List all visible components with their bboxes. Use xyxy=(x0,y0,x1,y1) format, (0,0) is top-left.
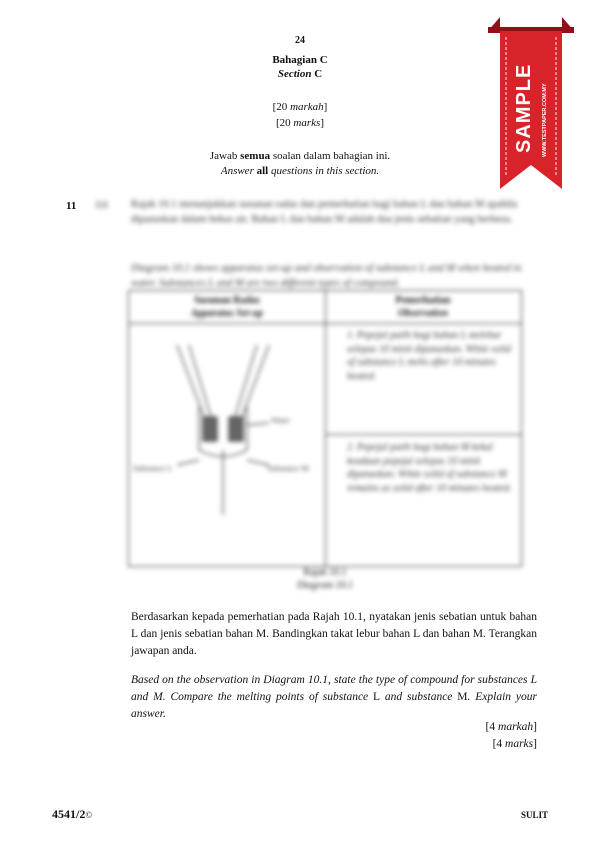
table-header-apparatus: Susunan Radas Apparatus Set-up xyxy=(191,295,263,319)
observation-1: 1. Pepejal putih bagi bahan L melebur selepas 10 minit dipanaskan. White solid of substance L melts after 10 minutes heated. xyxy=(347,330,511,382)
apparatus-illustration xyxy=(129,325,325,565)
section-marks-bm: [20 markah] xyxy=(272,101,328,113)
ribbon-site: WWW.TESTPAPER.COM.MY xyxy=(542,83,548,157)
subquestion-label: (a) xyxy=(96,199,108,210)
paper-code: 4541/2© xyxy=(52,807,93,821)
diagram-caption: Rajah 10.1 Diagram 10.1 xyxy=(296,567,354,591)
label-substance-l: Substance L xyxy=(133,464,173,473)
section-title-en: Section C xyxy=(277,68,323,80)
section-title-bm: Bahagian C xyxy=(272,54,328,66)
question-marks-bm: [4 markah] xyxy=(485,721,537,733)
sample-ribbon xyxy=(488,17,574,192)
instruction-bm: Jawab semua soalan dalam bahagian ini. xyxy=(209,150,391,162)
question-marks-en: [4 marks] xyxy=(492,738,537,750)
page-number: 24 xyxy=(295,35,305,46)
intro-text-bm: Rajah 10.1 menunjukkan susunan radas dan pemerhatian bagi bahan L dan bahan M apabila dipanaskan dalam bekas air. Bahan L dan bahan M adalah dua jenis sebatian yang berbeza. xyxy=(131,199,518,225)
diagram-table xyxy=(128,290,522,567)
question-text-en: Based on the observation in Diagram 10.1, state the type of compound for substances L and M. Compare the melting points of substance L and substance M. Explain your answer. xyxy=(131,674,538,720)
table-header-observation: Pemerhatian Observation xyxy=(395,295,451,319)
label-substance-m: Substance M xyxy=(267,464,309,473)
section-marks-en: [20 marks] xyxy=(276,117,324,129)
intro-text-en: Diagram 10.1 shows apparatus set-up and observation of substance L and M when heated in water. Substances L and M are two different types of compound. xyxy=(131,263,522,289)
instruction-en: Answer all questions in this section. xyxy=(220,165,380,177)
label-water: Water xyxy=(271,416,290,425)
question-number: 11 xyxy=(66,200,77,212)
classification-label: SULIT xyxy=(520,810,548,820)
observation-2: 2. Pepejal putih bagi bahan M kekal keadaan pepejal selepas 10 minit dipanaskan. White solid of substance M remains as solid after 10 minutes heated. xyxy=(347,442,512,494)
question-text-bm: Berdasarkan kepada pemerhatian pada Rajah 10.1, nyatakan jenis sebatian untuk bahan L dan jenis sebatian bahan M. Bandingkan takat lebur bahan L dan bahan M. Terangkan jawapan anda. xyxy=(131,611,537,657)
ribbon-sample-word: SAMPLE xyxy=(513,63,535,153)
